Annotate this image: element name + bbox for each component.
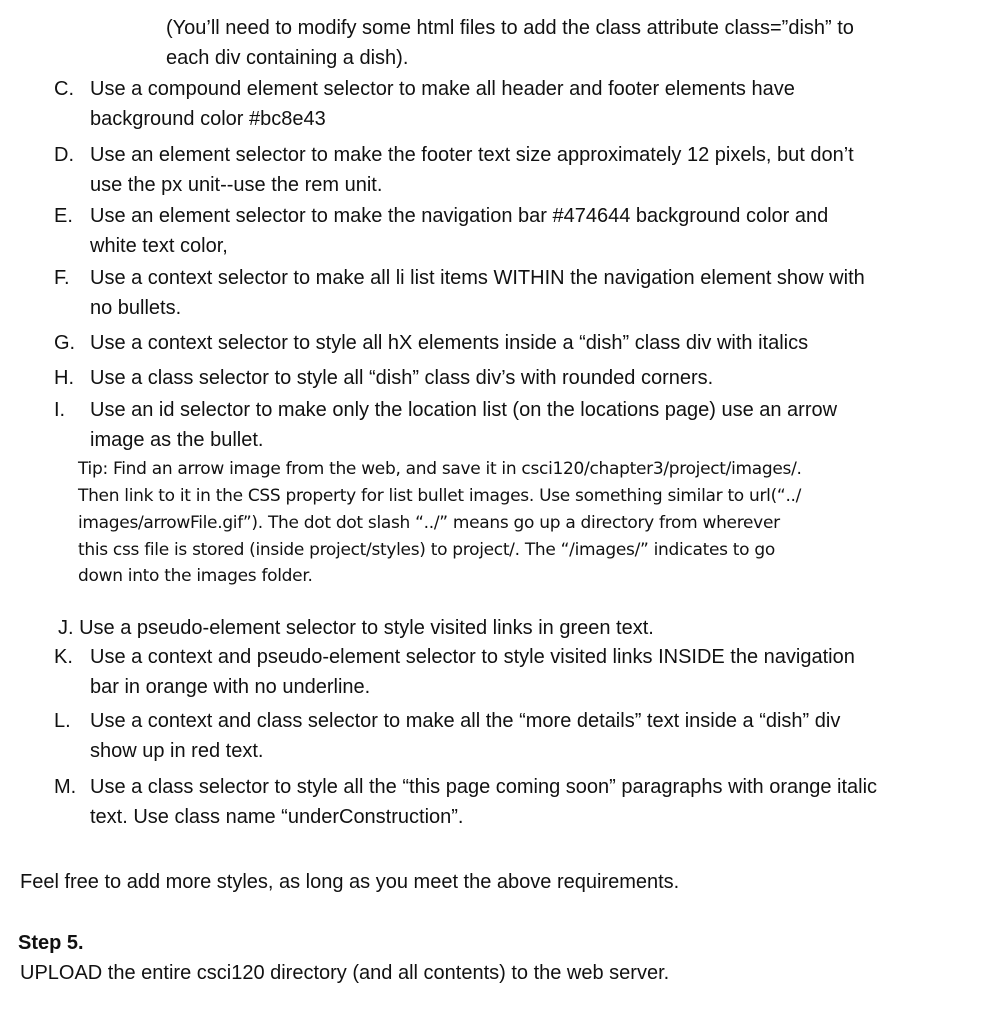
item-letter: C. — [54, 78, 74, 100]
item-letter: M. — [54, 776, 77, 798]
item-letter: I. — [54, 399, 66, 421]
item-j: J. Use a pseudo-element selector to style visited links in green text. — [58, 617, 654, 639]
tip-line: this css file is stored (inside project/styles) to project/. The “/images/” indicates to go — [78, 540, 775, 560]
tip-line: images/arrowFile.gif”). The dot dot slash “../” means go up a directory from wherever — [78, 513, 780, 533]
item-text: show up in red text. — [90, 740, 264, 762]
item-text: text. Use class name “underConstruction”. — [90, 806, 464, 828]
item-text: Use a context and pseudo-element selector to style visited links INSIDE the navigation — [90, 646, 855, 668]
item-letter: E. — [54, 205, 73, 227]
item-letter: K. — [54, 646, 73, 668]
item-text: Use a context and class selector to make all the “more details” text inside a “dish” div — [90, 710, 841, 732]
item-text: Use a class selector to style all “dish” class div’s with rounded corners. — [90, 367, 714, 389]
intro-line-2: each div containing a dish). — [166, 47, 409, 69]
item-text: Use an id selector to make only the location list (on the locations page) use an arrow — [90, 399, 838, 421]
tip-line: Tip: Find an arrow image from the web, and save it in csci120/chapter3/project/images/. — [78, 459, 802, 479]
item-text: background color #bc8e43 — [90, 108, 326, 130]
item-text: bar in orange with no underline. — [90, 676, 371, 698]
feel-free-text: Feel free to add more styles, as long as you meet the above requirements. — [20, 871, 680, 893]
item-letter: F. — [54, 267, 70, 289]
tip-line: down into the images folder. — [78, 566, 313, 586]
item-letter: H. — [54, 367, 74, 389]
intro-line-1: (You’ll need to modify some html files to add the class attribute class=”dish” to — [166, 17, 854, 39]
item-text: Use a context selector to make all li list items WITHIN the navigation element show with — [90, 267, 865, 289]
item-letter: D. — [54, 144, 74, 166]
item-letter: G. — [54, 332, 76, 354]
item-text: use the px unit--use the rem unit. — [90, 174, 383, 196]
item-text: Use an element selector to make the navigation bar #474644 background color and — [90, 205, 829, 227]
step-text: UPLOAD the entire csci120 directory (and all contents) to the web server. — [20, 962, 670, 984]
item-text: Use a class selector to style all the “this page coming soon” paragraphs with orange italic — [90, 776, 878, 798]
item-letter: L. — [54, 710, 71, 732]
item-text: image as the bullet. — [90, 429, 264, 451]
item-text: no bullets. — [90, 297, 182, 319]
item-text: Use an element selector to make the footer text size approximately 12 pixels, but don’t — [90, 144, 854, 166]
item-text: Use a compound element selector to make all header and footer elements have — [90, 78, 795, 100]
item-text: white text color, — [90, 235, 228, 257]
tip-line: Then link to it in the CSS property for list bullet images. Use something similar to url(“../ — [78, 486, 802, 506]
step-heading: Step 5. — [18, 932, 84, 954]
item-text: Use a context selector to style all hX elements inside a “dish” class div with italics — [90, 332, 809, 354]
